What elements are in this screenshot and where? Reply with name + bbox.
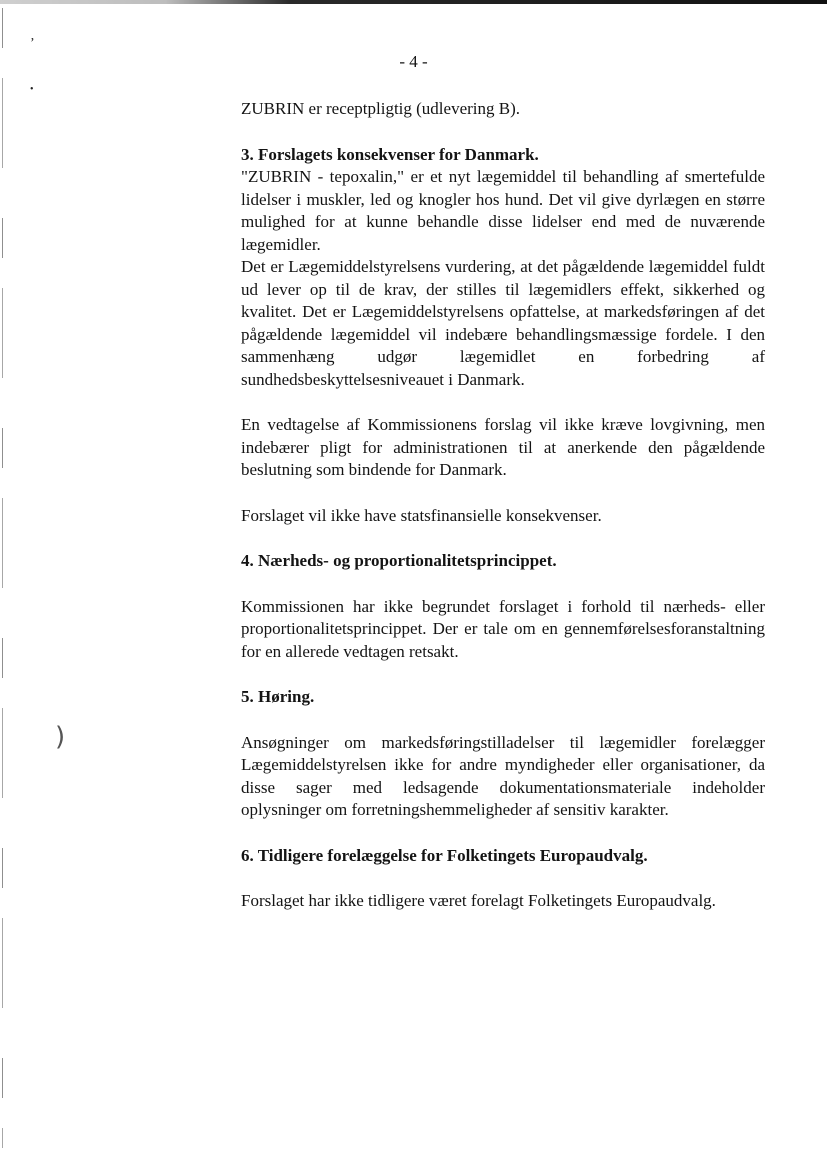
scan-mark: •: [30, 84, 34, 95]
section-4-heading: 4. Nærheds- og proportionalitetsprincippet.: [241, 551, 557, 570]
scan-top-edge: [0, 0, 827, 4]
scan-mark: ’: [30, 36, 35, 51]
section-3-paragraph-2: Det er Lægemiddelstyrelsens vurdering, at det pågældende lægemiddel fuldt ud lever op til de krav, der stilles til lægemidlers effekt, sikkerhed og kvalitet. Det er Lægemiddelstyrelsens opfattelse, at markedsføringen af det pågældende lægemiddel vil indebære behandlingsmæssige fordele. I den sammenhæng udgør lægemidlet en forbedring af sundhedsbeskyttelsesniveauet i Danmark.: [241, 257, 765, 389]
scan-left-edge: [2, 8, 3, 1148]
section-6-paragraph-1: Forslaget har ikke tidligere været forelagt Folketingets Europaudvalg.: [241, 891, 716, 910]
section-3-paragraph-3: En vedtagelse af Kommissionens forslag vil ikke kræve lovgivning, men indebærer pligt for administrationen til at anerkende den pågældende beslutning som bindende for Danmark.: [241, 415, 765, 479]
document-body: [241, 98, 765, 913]
section-5-paragraph-1: Ansøgninger om markedsføringstilladelser til lægemidler forelægger Lægemiddelstyrelsen ikke for andre myndigheder eller organisationer, da disse sager med ledsagende dokumentationsmateriale indeholder oplysninger om forretningshemmeligheder af sensitiv karakter.: [241, 732, 765, 819]
section-6-heading: 6. Tidligere forelæggelse for Folketingets Europaudvalg.: [241, 845, 648, 865]
section-3-heading: 3. Forslagets konsekvenser for Danmark.: [241, 144, 539, 164]
intro-paragraph: ZUBRIN er receptpligtig (udlevering B).: [241, 99, 521, 118]
scan-mark: ): [55, 722, 66, 752]
section-5-heading: 5. Høring.: [241, 687, 315, 706]
page-number: - 4 -: [399, 52, 428, 71]
section-4-paragraph-1: Kommissionen har ikke begrundet forslaget i forhold til nærheds- eller proportionalitetsprincippet. Der er tale om en gennemførelsesforanstaltning for en allerede vedtagen retsakt.: [241, 596, 765, 661]
section-3-paragraph-4: Forslaget vil ikke have statsfinansielle konsekvenser.: [241, 505, 602, 525]
section-3-paragraph-1: "ZUBRIN - tepoxalin," er et nyt lægemiddel til behandling af smertefulde lidelser i muskler, led og knogler hos hund. Det vil give dyrlægen en større mulighed for at kunne behandle disse lidelser end med de nuværende lægemidler.: [241, 167, 765, 254]
